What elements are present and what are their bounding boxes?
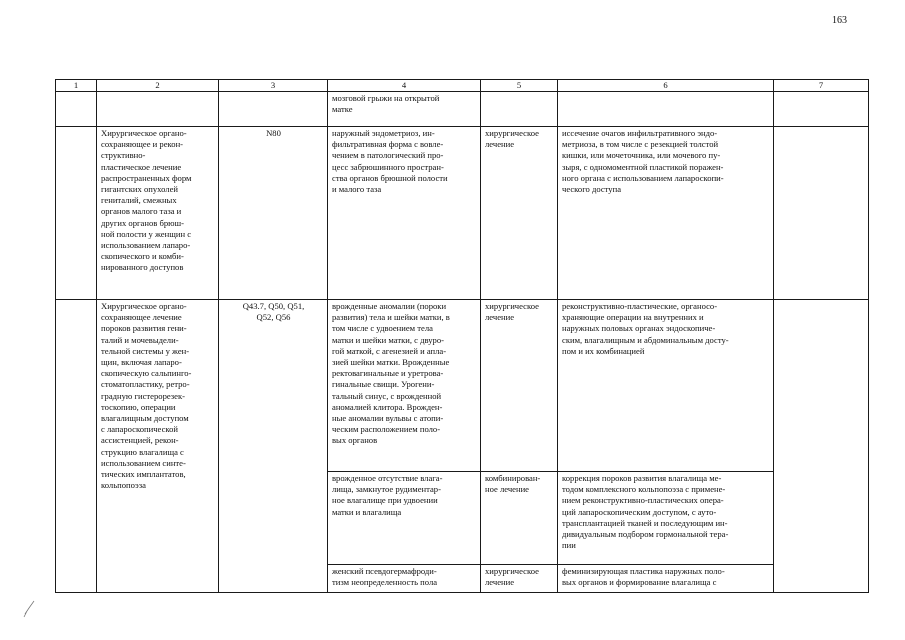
medical-care-table (55, 79, 869, 593)
care-type-cell: Хирургическое органо- сохраняющее и рекон- структивно- пластическое лечение распространенных форм гигантских опухолей гениталий, смежных органов малого таза и других органов брюш- ной полости у женщин с использованием лапаро- скопического и комби- нированного доступов (97, 127, 219, 300)
table-row (56, 300, 869, 472)
table-cell-empty (774, 300, 869, 593)
table-row (56, 127, 869, 300)
column-number-7: 7 (774, 80, 869, 92)
column-number-5: 5 (481, 80, 558, 92)
column-number-4: 4 (328, 80, 481, 92)
treatment-method-cell: иссечение очагов инфильтративного эндо- метриоза, в том числе с резекцией толстой кишки, или мочеточника, или мочевого пу- зыря, с одномоментной пластикой поражен- ного органа с использованием лапароскопи- ческого доступа (558, 127, 774, 300)
treatment-type-cell: хирургическое лечение (481, 565, 558, 593)
disease-cell: врожденные аномалии (пороки развития) тела и шейки матки, в том числе с удвоением тела матки и шейки матки, с двуро- гой маткой, с агенезией и апла- зией шейки матки. Врожденные ректовагинальные и уретрова- гинальные свищи. Урогени- тальный синус, с врожденной аномалией клитора. Врожден- ные аномалии вульвы с атопи- ческим расположением поло- вых органов (328, 300, 481, 472)
treatment-method-cell: коррекция пороков развития влагалища ме- тодом комплексного кольпопоэза с примене- нием реконструктивно-пластических опера- ций лапароскопическим доступом, с ауто- трансплантацией тканей и последующим ин- дивидуальным подбором гормональной тера- пии (558, 472, 774, 565)
table-header-row (56, 80, 869, 92)
pen-mark-icon (22, 600, 36, 618)
page-number: 163 (832, 15, 847, 26)
treatment-type-cell: хирургическое лечение (481, 300, 558, 472)
disease-cell: врожденное отсутствие влага- лища, замкнутое рудиментар- ное влагалище при удвоении матки и влагалища (328, 472, 481, 565)
treatment-method-cell: феминизирующая пластика наружных поло- вых органов и формирование влагалища с (558, 565, 774, 593)
disease-cell: мозговой грыжи на открытой матке (328, 92, 481, 127)
icd-code-cell: Q43.7, Q50, Q51, Q52, Q56 (219, 300, 328, 593)
table-cell-empty (481, 92, 558, 127)
column-number-2: 2 (97, 80, 219, 92)
treatment-type-cell: хирургическое лечение (481, 127, 558, 300)
table-cell-empty (56, 127, 97, 300)
disease-cell: женский псевдогермафроди- тизм неопределенность пола (328, 565, 481, 593)
column-number-3: 3 (219, 80, 328, 92)
treatment-method-cell: реконструктивно-пластические, органосо- храняющие операции на внутренних и наружных половых органах эндоскопиче- ским, влагалищным и абдоминальным досту- пом и их комбинацией (558, 300, 774, 472)
table-row (56, 92, 869, 127)
column-number-1: 1 (56, 80, 97, 92)
table-cell-empty (56, 300, 97, 593)
icd-code-cell: N80 (219, 127, 328, 300)
column-number-6: 6 (558, 80, 774, 92)
disease-cell: наружный эндометриоз, ин- фильтративная форма с вовле- чением в патологический про- цесс забрюшинного простран- ства органов брюшной полости и малого таза (328, 127, 481, 300)
table-cell-empty (774, 127, 869, 300)
table-cell-empty (56, 92, 97, 127)
table-cell-empty (219, 92, 328, 127)
table-cell-empty (558, 92, 774, 127)
table-cell-empty (774, 92, 869, 127)
treatment-type-cell: комбинирован- ное лечение (481, 472, 558, 565)
table-cell-empty (97, 92, 219, 127)
care-type-cell: Хирургическое органо- сохраняющее лечение пороков развития гени- талий и мочевыдели- тельной системы у жен- щин, включая лапаро- скопическую сальпинго- стоматопластику, ретро- градную гистерорезек- тоскопию, операции влагалищным доступом с лапароскопической ассистенцией, рекон- струкцию влагалища с использованием синте- тических имплантатов, кольпопоэза (97, 300, 219, 593)
